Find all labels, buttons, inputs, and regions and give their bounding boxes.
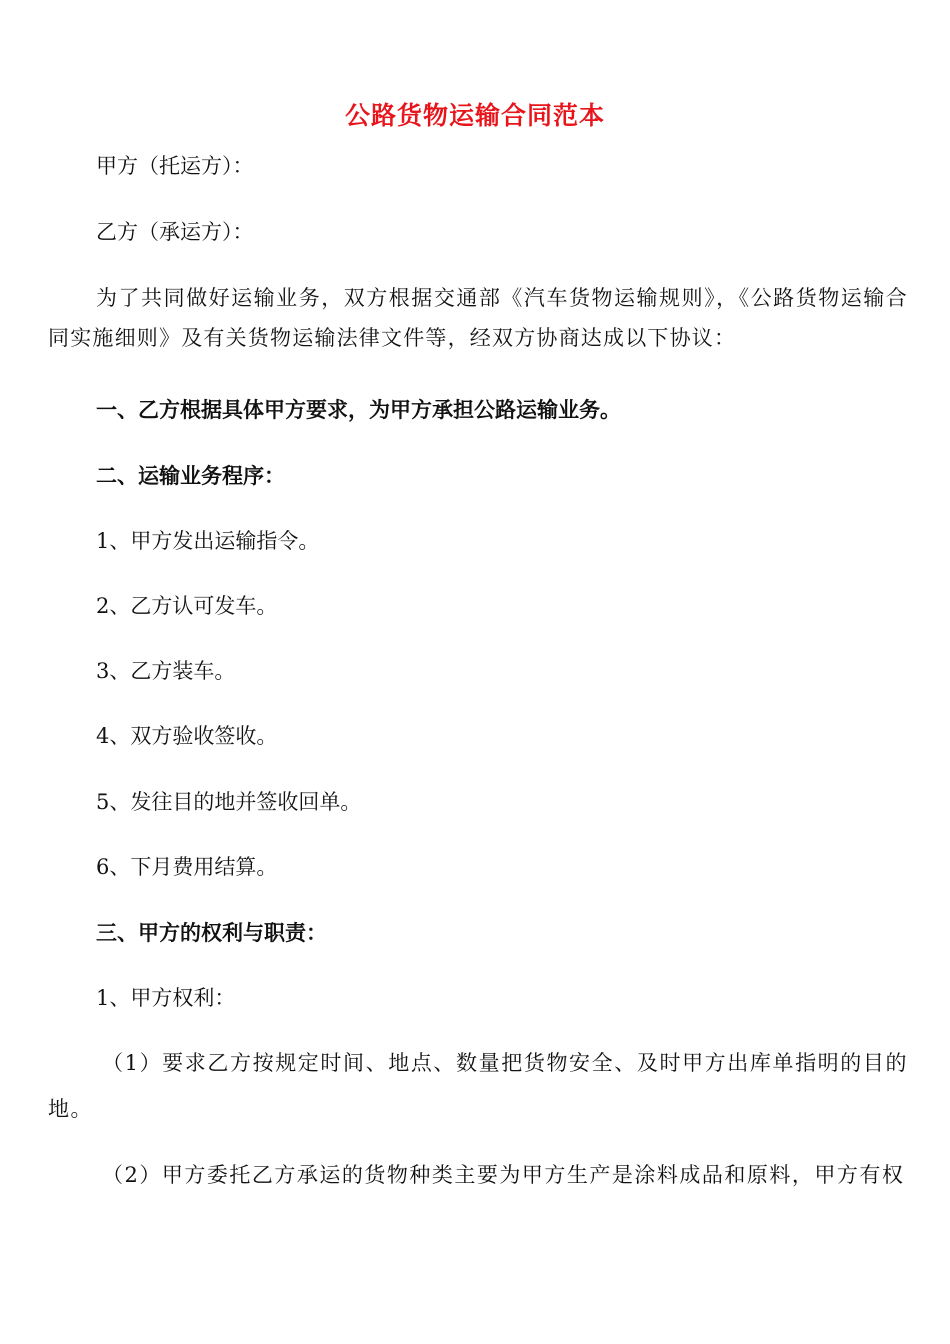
step-item: 3、乙方装车。 <box>96 659 236 683</box>
sub-heading-rights: 1、甲方权利： <box>96 986 236 1010</box>
step-item: 5、发往目的地并签收回单。 <box>96 790 362 814</box>
document-title: 公路货物运输合同范本 <box>344 101 605 130</box>
section-2-heading: 二、运输业务程序： <box>96 464 285 488</box>
step-item: 1、甲方发出运输指令。 <box>96 529 320 553</box>
step-item: 2、乙方认可发车。 <box>96 594 278 618</box>
section-3-heading: 三、甲方的权利与职责： <box>96 921 327 945</box>
clause-1-paragraph: （1）要求乙方按规定时间、地点、数量把货物安全、及时甲方出库单指明的目的地。 <box>48 1051 908 1121</box>
clause-2-paragraph: （2）甲方委托乙方承运的货物种类主要为甲方生产是涂料成品和原料，甲方有权 <box>102 1163 905 1187</box>
intro-paragraph: 为了共同做好运输业务，双方根据交通部《汽车货物运输规则》，《公路货物运输合同实施细则》及有关货物运输法律文件等，经双方协商达成以下协议： <box>48 286 908 350</box>
party-b-line: 乙方（承运方）： <box>96 220 254 244</box>
step-item: 6、下月费用结算。 <box>96 855 278 879</box>
step-item: 4、双方验收签收。 <box>96 724 278 748</box>
section-1-heading: 一、乙方根据具体甲方要求，为甲方承担公路运输业务。 <box>96 398 621 422</box>
party-a-line: 甲方（托运方）： <box>96 154 254 178</box>
